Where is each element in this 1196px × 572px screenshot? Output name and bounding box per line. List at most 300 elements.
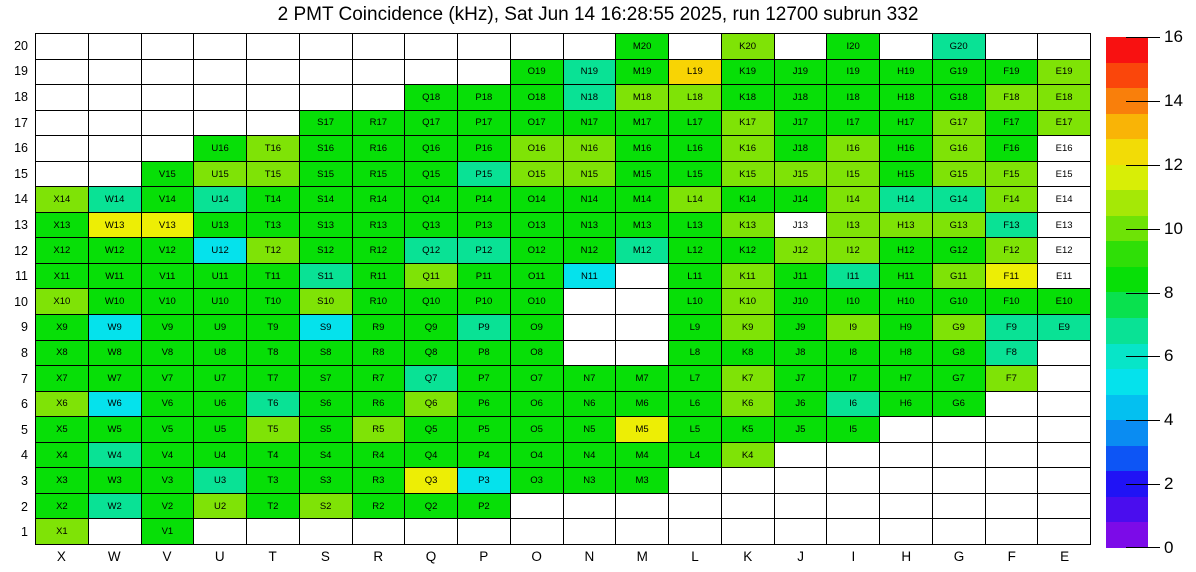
cell-label: T4: [267, 449, 279, 461]
colorbar-band: [1106, 37, 1148, 63]
heatmap-cell: [616, 289, 669, 315]
heatmap-cell: [405, 60, 458, 86]
heatmap-cell: [564, 341, 617, 367]
heatmap-cell: [564, 494, 617, 520]
cell-label: M14: [632, 194, 652, 206]
heatmap-cell: [616, 60, 669, 86]
heatmap-cell: [142, 468, 195, 494]
heatmap-cell: [775, 264, 828, 290]
heatmap-cell: [89, 111, 142, 137]
x-axis-label: R: [373, 549, 384, 564]
heatmap-cell: [827, 187, 880, 213]
heatmap-cell: [880, 366, 933, 392]
heatmap-cell: [142, 264, 195, 290]
heatmap-cell: [933, 417, 986, 443]
cell-label: O11: [527, 270, 546, 282]
cell-label: N18: [580, 91, 599, 103]
cell-label: N14: [580, 194, 599, 206]
heatmap-cell: [194, 366, 247, 392]
cell-label: R16: [369, 142, 388, 154]
heatmap-cell: [405, 341, 458, 367]
cell-label: J8: [795, 347, 806, 359]
cell-label: Q10: [422, 296, 441, 308]
cell-label: H17: [897, 117, 915, 129]
heatmap-cell: [405, 187, 458, 213]
heatmap-cell: [564, 443, 617, 469]
cell-label: V4: [161, 449, 174, 461]
cell-label: X6: [56, 398, 68, 410]
heatmap-cell: [616, 494, 669, 520]
x-axis-label: J: [797, 549, 804, 564]
heatmap-cell: [511, 392, 564, 418]
heatmap-cell: [933, 519, 986, 545]
heatmap-cell: [194, 392, 247, 418]
heatmap-cell: [933, 315, 986, 341]
heatmap-cell: [775, 238, 828, 264]
cell-label: J5: [795, 424, 806, 436]
heatmap-cell: [405, 366, 458, 392]
cell-label: S9: [319, 321, 332, 333]
cell-label: Q7: [424, 372, 438, 384]
cell-label: P16: [475, 142, 493, 154]
heatmap-cell: [458, 289, 511, 315]
heatmap-cell: [986, 519, 1039, 545]
x-axis-label: N: [584, 549, 595, 564]
heatmap-cell: [247, 60, 300, 86]
y-axis-label: 16: [14, 141, 28, 156]
heatmap-cell: [36, 519, 89, 545]
cell-label: U3: [214, 475, 227, 487]
heatmap-cell: [405, 162, 458, 188]
heatmap-cell: [89, 315, 142, 341]
x-axis-label: V: [162, 549, 172, 564]
heatmap-cell: [827, 519, 880, 545]
heatmap-cell: [247, 443, 300, 469]
heatmap-cell: [564, 264, 617, 290]
heatmap-cell: [36, 289, 89, 315]
y-axis-label: 12: [14, 243, 28, 258]
heatmap-cell: [300, 213, 353, 239]
heatmap-cell: [933, 60, 986, 86]
heatmap-cell: [564, 162, 617, 188]
cell-label: N3: [583, 475, 596, 487]
cell-label: N12: [580, 245, 599, 257]
heatmap-cell: [247, 468, 300, 494]
cell-label: F18: [1003, 91, 1020, 103]
cell-label: X5: [56, 424, 68, 436]
cell-label: L18: [686, 91, 703, 103]
cell-label: V6: [161, 398, 174, 410]
heatmap-cell: [564, 60, 617, 86]
heatmap-cell: [722, 494, 775, 520]
heatmap-cell: [986, 60, 1039, 86]
heatmap-cell: [669, 85, 722, 111]
cell-label: I18: [846, 91, 860, 103]
heatmap-cell: [722, 366, 775, 392]
x-axis-label: Q: [425, 549, 437, 564]
cell-label: R5: [372, 424, 385, 436]
heatmap-cell: [194, 417, 247, 443]
heatmap-cell: [405, 443, 458, 469]
colorbar-tick-label: 12: [1164, 154, 1183, 174]
heatmap-cell: [458, 85, 511, 111]
cell-label: M19: [632, 66, 652, 78]
heatmap-cell: [669, 238, 722, 264]
heatmap-cell: [458, 392, 511, 418]
cell-label: N16: [580, 142, 599, 154]
heatmap-cell: [564, 392, 617, 418]
heatmap-cell: [89, 213, 142, 239]
cell-label: V2: [161, 500, 174, 512]
heatmap-cell: [194, 136, 247, 162]
cell-label: N5: [583, 424, 596, 436]
heatmap-cell: [775, 519, 828, 545]
cell-label: I5: [849, 424, 858, 436]
heatmap-cell: [353, 162, 406, 188]
heatmap-cell: [933, 392, 986, 418]
cell-label: U7: [214, 372, 227, 384]
colorbar-band: [1106, 267, 1148, 293]
cell-label: S12: [317, 245, 335, 257]
heatmap-cell: [89, 85, 142, 111]
colorbar-band: [1106, 63, 1148, 89]
cell-label: X12: [53, 245, 71, 257]
cell-label: H13: [897, 219, 915, 231]
heatmap-cell: [564, 213, 617, 239]
colorbar-tick: [1126, 484, 1160, 485]
cell-label: P5: [478, 424, 490, 436]
y-axis-label: 14: [14, 192, 28, 207]
heatmap-cell: [458, 187, 511, 213]
heatmap-cell: [247, 494, 300, 520]
cell-label: V3: [161, 475, 174, 487]
heatmap-cell: [564, 34, 617, 60]
heatmap-cell: [1038, 264, 1091, 290]
heatmap-cell: [458, 136, 511, 162]
cell-label: S16: [317, 142, 335, 154]
heatmap-cell: [142, 213, 195, 239]
cell-label: K8: [741, 347, 754, 359]
heatmap-cell: [986, 264, 1039, 290]
heatmap-cell: [722, 213, 775, 239]
cell-label: X1: [56, 526, 68, 538]
heatmap-cell: [353, 519, 406, 545]
cell-label: E18: [1055, 91, 1073, 103]
cell-label: M6: [635, 398, 649, 410]
heatmap-cell: [616, 264, 669, 290]
heatmap-cell: [458, 34, 511, 60]
heatmap-cell: [405, 238, 458, 264]
cell-label: J17: [792, 117, 809, 129]
cell-label: I8: [849, 347, 858, 359]
heatmap-cell: [564, 366, 617, 392]
heatmap-cell: [1038, 213, 1091, 239]
heatmap-cell: [722, 238, 775, 264]
cell-label: K16: [739, 142, 757, 154]
cell-label: T10: [264, 296, 282, 308]
cell-label: U10: [211, 296, 229, 308]
cell-label: P8: [478, 347, 490, 359]
colorbar-tick: [1126, 356, 1160, 357]
heatmap-cell: [353, 264, 406, 290]
heatmap-cell: [353, 494, 406, 520]
heatmap-cell: [89, 519, 142, 545]
cell-label: K6: [741, 398, 754, 410]
heatmap-cell: [247, 85, 300, 111]
cell-label: S13: [317, 219, 335, 231]
heatmap-cell: [89, 443, 142, 469]
cell-label: J9: [795, 321, 806, 333]
heatmap-cell: [564, 417, 617, 443]
cell-label: O18: [527, 91, 546, 103]
cell-label: T14: [264, 194, 282, 206]
heatmap-cell: [827, 315, 880, 341]
heatmap-cell: [458, 111, 511, 137]
cell-label: K10: [739, 296, 757, 308]
cell-label: X8: [56, 347, 68, 359]
heatmap-cell: [1038, 315, 1091, 341]
heatmap-cell: [353, 392, 406, 418]
heatmap-cell: [300, 34, 353, 60]
cell-label: W2: [107, 500, 122, 512]
cell-label: J7: [795, 372, 806, 384]
cell-label: S2: [319, 500, 332, 512]
colorbar-band: [1106, 497, 1148, 523]
cell-label: S8: [319, 347, 332, 359]
cell-label: R12: [369, 245, 388, 257]
heatmap-cell: [353, 34, 406, 60]
y-axis-label: 13: [14, 218, 28, 232]
heatmap-cell: [36, 111, 89, 137]
cell-label: M13: [632, 219, 652, 231]
cell-label: V5: [161, 424, 174, 436]
heatmap-cell: [458, 366, 511, 392]
heatmap-cell: [458, 264, 511, 290]
heatmap-cell: [827, 468, 880, 494]
cell-label: P13: [475, 219, 493, 231]
heatmap-cell: [986, 417, 1039, 443]
cell-label: H18: [897, 91, 915, 103]
heatmap-cell: [300, 443, 353, 469]
heatmap-cell: [89, 34, 142, 60]
heatmap-cell: [986, 111, 1039, 137]
heatmap-cell: [300, 264, 353, 290]
heatmap-cell: [880, 417, 933, 443]
heatmap-cell: [880, 238, 933, 264]
cell-label: P7: [478, 372, 490, 384]
heatmap-cell: [353, 289, 406, 315]
heatmap-cell: [1038, 60, 1091, 86]
cell-label: O13: [527, 219, 546, 231]
x-axis-label: S: [320, 549, 330, 564]
cell-label: W4: [107, 449, 122, 461]
heatmap-cell: [669, 468, 722, 494]
cell-label: L15: [686, 168, 703, 180]
y-axis-label: 9: [21, 320, 28, 335]
cell-label: T7: [267, 372, 279, 384]
heatmap-cell: [880, 443, 933, 469]
heatmap-cell: [775, 34, 828, 60]
cell-label: F17: [1003, 117, 1020, 129]
x-axis-label: I: [851, 549, 856, 564]
heatmap-cell: [775, 111, 828, 137]
heatmap-cell: [1038, 494, 1091, 520]
cell-label: G7: [952, 372, 965, 384]
cell-label: Q5: [424, 424, 438, 436]
heatmap-cell: [669, 519, 722, 545]
heatmap-cell: [247, 315, 300, 341]
cell-label: E11: [1056, 270, 1073, 282]
heatmap-cell: [353, 213, 406, 239]
heatmap-cell: [933, 341, 986, 367]
heatmap-cell: [616, 341, 669, 367]
heatmap-cell: [194, 162, 247, 188]
cell-label: T11: [265, 270, 281, 282]
heatmap-cell: [300, 289, 353, 315]
heatmap-cell: [669, 187, 722, 213]
cell-label: G18: [949, 91, 968, 103]
heatmap-cell: [616, 468, 669, 494]
cell-label: E16: [1055, 142, 1073, 154]
heatmap-cell: [1038, 468, 1091, 494]
heatmap-cell: [405, 136, 458, 162]
cell-label: P6: [478, 398, 490, 410]
cell-label: T12: [264, 245, 282, 257]
heatmap-cell: [89, 162, 142, 188]
heatmap-cell: [458, 213, 511, 239]
cell-label: L5: [689, 424, 701, 436]
cell-label: Q12: [422, 245, 441, 257]
heatmap-cell: [511, 341, 564, 367]
cell-label: G13: [949, 219, 968, 231]
cell-label: Q6: [424, 398, 438, 410]
x-axis-label: G: [953, 549, 965, 564]
heatmap-cell: [880, 187, 933, 213]
cell-label: P15: [475, 168, 493, 180]
cell-label: T16: [264, 142, 282, 154]
cell-label: V13: [158, 219, 176, 231]
cell-label: J15: [792, 168, 809, 180]
colorbar-tick-label: 0: [1164, 538, 1174, 557]
cell-label: P11: [475, 270, 492, 282]
heatmap-cell: [1038, 289, 1091, 315]
cell-label: P2: [478, 500, 490, 512]
heatmap-cell: [89, 417, 142, 443]
heatmap-cell: [616, 238, 669, 264]
cell-label: W14: [104, 194, 125, 206]
cell-label: Q4: [424, 449, 438, 461]
heatmap-cell: [880, 264, 933, 290]
cell-label: R14: [369, 194, 388, 206]
heatmap-cell: [36, 136, 89, 162]
cell-label: V11: [159, 270, 176, 282]
colorbar-band: [1106, 420, 1148, 446]
cell-label: I6: [849, 398, 858, 410]
heatmap-cell: [405, 494, 458, 520]
heatmap-cell: [986, 187, 1039, 213]
cell-label: Q3: [424, 475, 438, 487]
heatmap-cell: [722, 264, 775, 290]
heatmap-cell: [986, 85, 1039, 111]
heatmap-cell: [986, 289, 1039, 315]
heatmap-cell: [616, 136, 669, 162]
cell-label: X9: [56, 321, 68, 333]
heatmap-cell: [986, 315, 1039, 341]
heatmap-cell: [300, 238, 353, 264]
heatmap-cell: [722, 468, 775, 494]
cell-label: M7: [635, 372, 649, 384]
cell-label: R11: [370, 270, 387, 282]
heatmap-cell: [986, 443, 1039, 469]
cell-label: W8: [107, 347, 122, 359]
cell-label: I12: [846, 245, 860, 257]
heatmap-cell: [36, 494, 89, 520]
cell-label: N4: [583, 449, 596, 461]
heatmap-cell: [669, 213, 722, 239]
cell-label: V8: [161, 347, 174, 359]
cell-label: W9: [107, 321, 122, 333]
heatmap-cell: [775, 341, 828, 367]
heatmap-cell: [247, 519, 300, 545]
cell-label: U12: [211, 245, 229, 257]
heatmap-cell: [353, 85, 406, 111]
heatmap-cell: [880, 162, 933, 188]
heatmap-cell: [827, 264, 880, 290]
x-axis-label: P: [479, 549, 489, 564]
cell-label: L10: [686, 296, 703, 308]
heatmap-cell: [511, 366, 564, 392]
cell-label: O8: [530, 347, 543, 359]
heatmap-cell: [722, 187, 775, 213]
cell-label: H10: [897, 296, 915, 308]
heatmap-cell: [194, 238, 247, 264]
cell-label: F19: [1003, 66, 1020, 78]
heatmap-cell: [142, 136, 195, 162]
heatmap-cell: [564, 519, 617, 545]
heatmap-cell: [458, 341, 511, 367]
cell-label: W12: [104, 245, 125, 257]
cell-label: K11: [739, 270, 756, 282]
heatmap-cell: [247, 187, 300, 213]
heatmap-cell: [247, 213, 300, 239]
heatmap-cell: [194, 213, 247, 239]
cell-label: P9: [478, 321, 490, 333]
heatmap-cell: [1038, 187, 1091, 213]
heatmap-cell: [933, 443, 986, 469]
colorbar-tick-label: 10: [1164, 218, 1183, 238]
heatmap-cell: [300, 494, 353, 520]
heatmap-cell: [142, 60, 195, 86]
heatmap-cell: [827, 162, 880, 188]
heatmap-cell: [300, 111, 353, 137]
x-axis-label: H: [901, 549, 912, 564]
y-axis-label: 15: [14, 166, 28, 181]
heatmap-cell: [827, 494, 880, 520]
heatmap-cell: [775, 289, 828, 315]
heatmap-cell: [142, 392, 195, 418]
cell-label: R13: [369, 219, 388, 231]
cell-label: U16: [211, 142, 229, 154]
cell-label: W3: [107, 475, 122, 487]
heatmap-cell: [511, 519, 564, 545]
heatmap-cell: [616, 417, 669, 443]
heatmap-cell: [933, 289, 986, 315]
x-axis-label: O: [531, 549, 542, 564]
cell-label: J18: [792, 142, 809, 154]
cell-label: K7: [741, 372, 754, 384]
heatmap-cell: [405, 468, 458, 494]
heatmap-cell: [1038, 519, 1091, 545]
